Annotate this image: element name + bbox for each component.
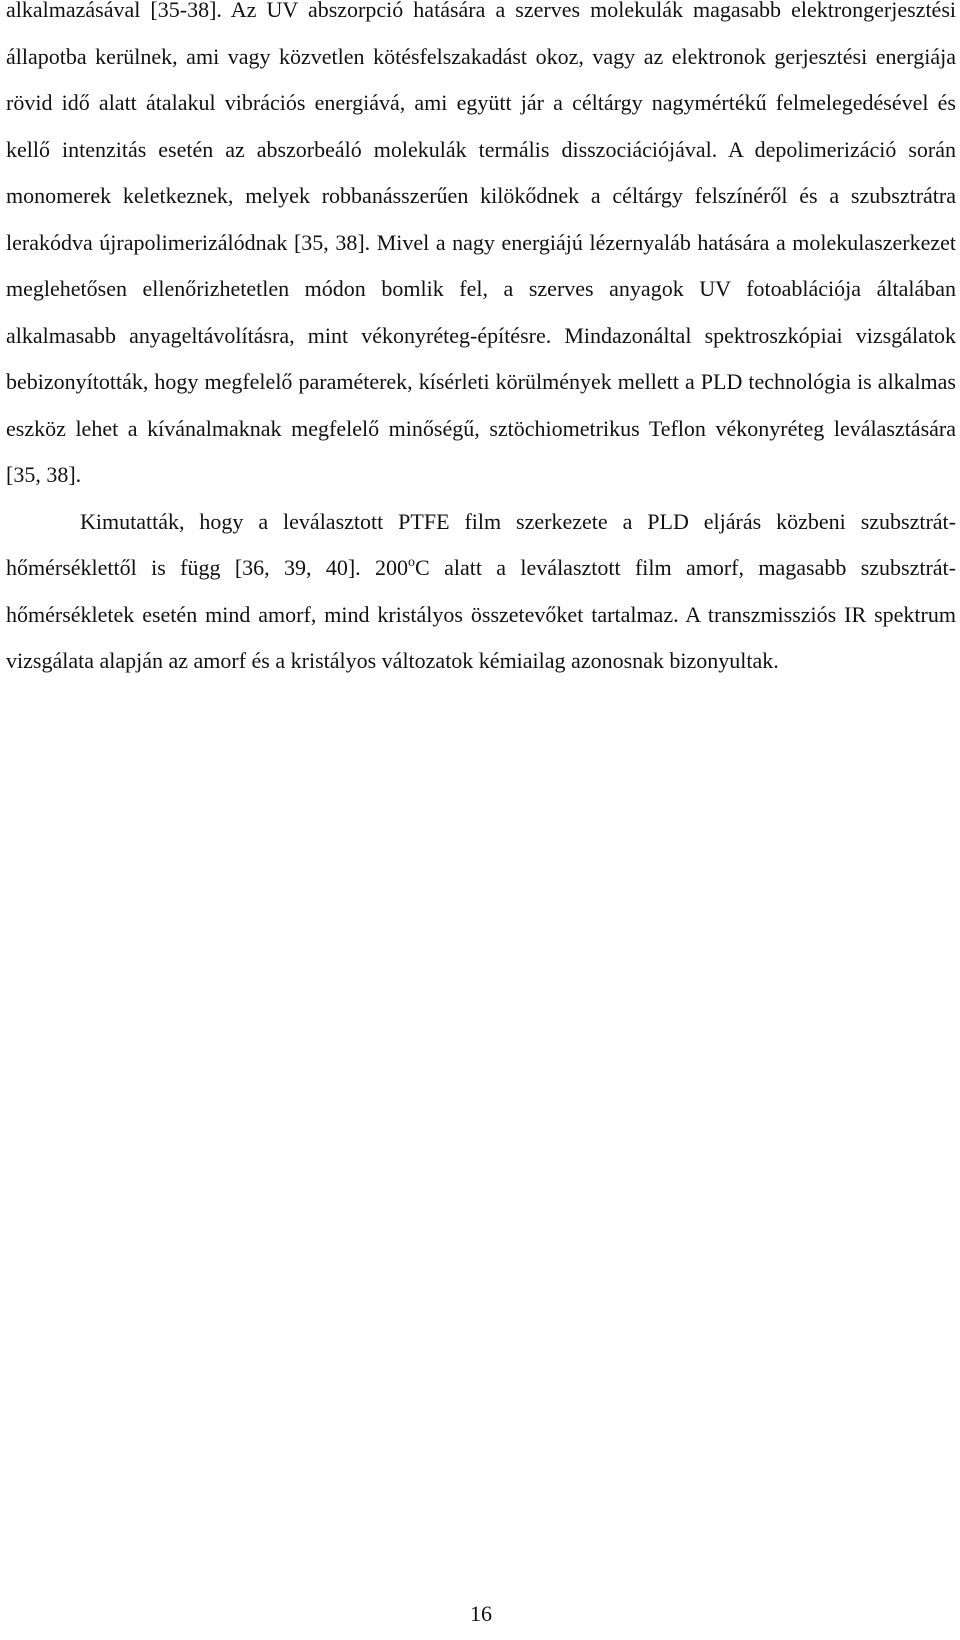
paragraph-uv-photoablation: alkalmazásával [35-38]. Az UV abszorpció hatására a szerves molekulák magasabb elektrongerjesztési állapotba kerülnek, ami vagy közvetlen kötésfelszakadást okoz, vagy az elektronok gerjesztési energiája rövid idő alatt átalakul vibrációs energiává, ami együtt jár a céltárgy nagymértékű felmelegedésével és kellő intenzitás esetén az abszorbeáló molekulák termális disszociációjával. A depolimerizáció során monomerek keletkeznek, melyek robbanásszerűen kilökődnek a céltárgy felszínéről és a szubsztrátra lerakódva újrapolimerizálódnak [35, 38]. Mivel a nagy energiájú lézernyaláb hatására a molekulaszerkezet meglehetősen ellenőrizhetetlen módon bomlik fel, a szerves anyagok UV fotoablációja általában alkalmasabb anyageltávolításra, mint vékonyréteg-építésre. Mindazonáltal spektroszkópiai vizsgálatok bebizonyították, hogy megfelelő paraméterek, kísérleti körülmények mellett a PLD technológia is alkalmas eszköz lehet a kívánalmaknak megfelelő minőségű, sztöchiometrikus Teflon vékonyréteg leválasztására [35, 38]. bbox=[6, 0, 956, 487]
document-page bbox=[6, 0, 956, 1640]
paragraph-text-before-superscript: Kimutatták, hogy a leválasztott PTFE film szerkezete a PLD eljárás közbeni szubsztrát-hőmérséklettől is függ [36, 39, 40]. 200 bbox=[6, 508, 956, 580]
paragraph-text-after-superscript: C alatt a leválasztott film amorf, magasabb szubsztrát-hőmérsékletek esetén mind amorf, mind kristályos összetevőket tartalmaz. A transzmissziós IR spektrum vizsgálata alapján az amorf és a kristályos változatok kémiailag azonosnak bizonyultak. bbox=[6, 555, 956, 673]
degree-superscript: o bbox=[408, 555, 416, 570]
page-number: 16 bbox=[470, 1601, 492, 1626]
paragraph-ptfe-film-structure bbox=[6, 499, 956, 685]
body-text bbox=[6, 0, 956, 685]
